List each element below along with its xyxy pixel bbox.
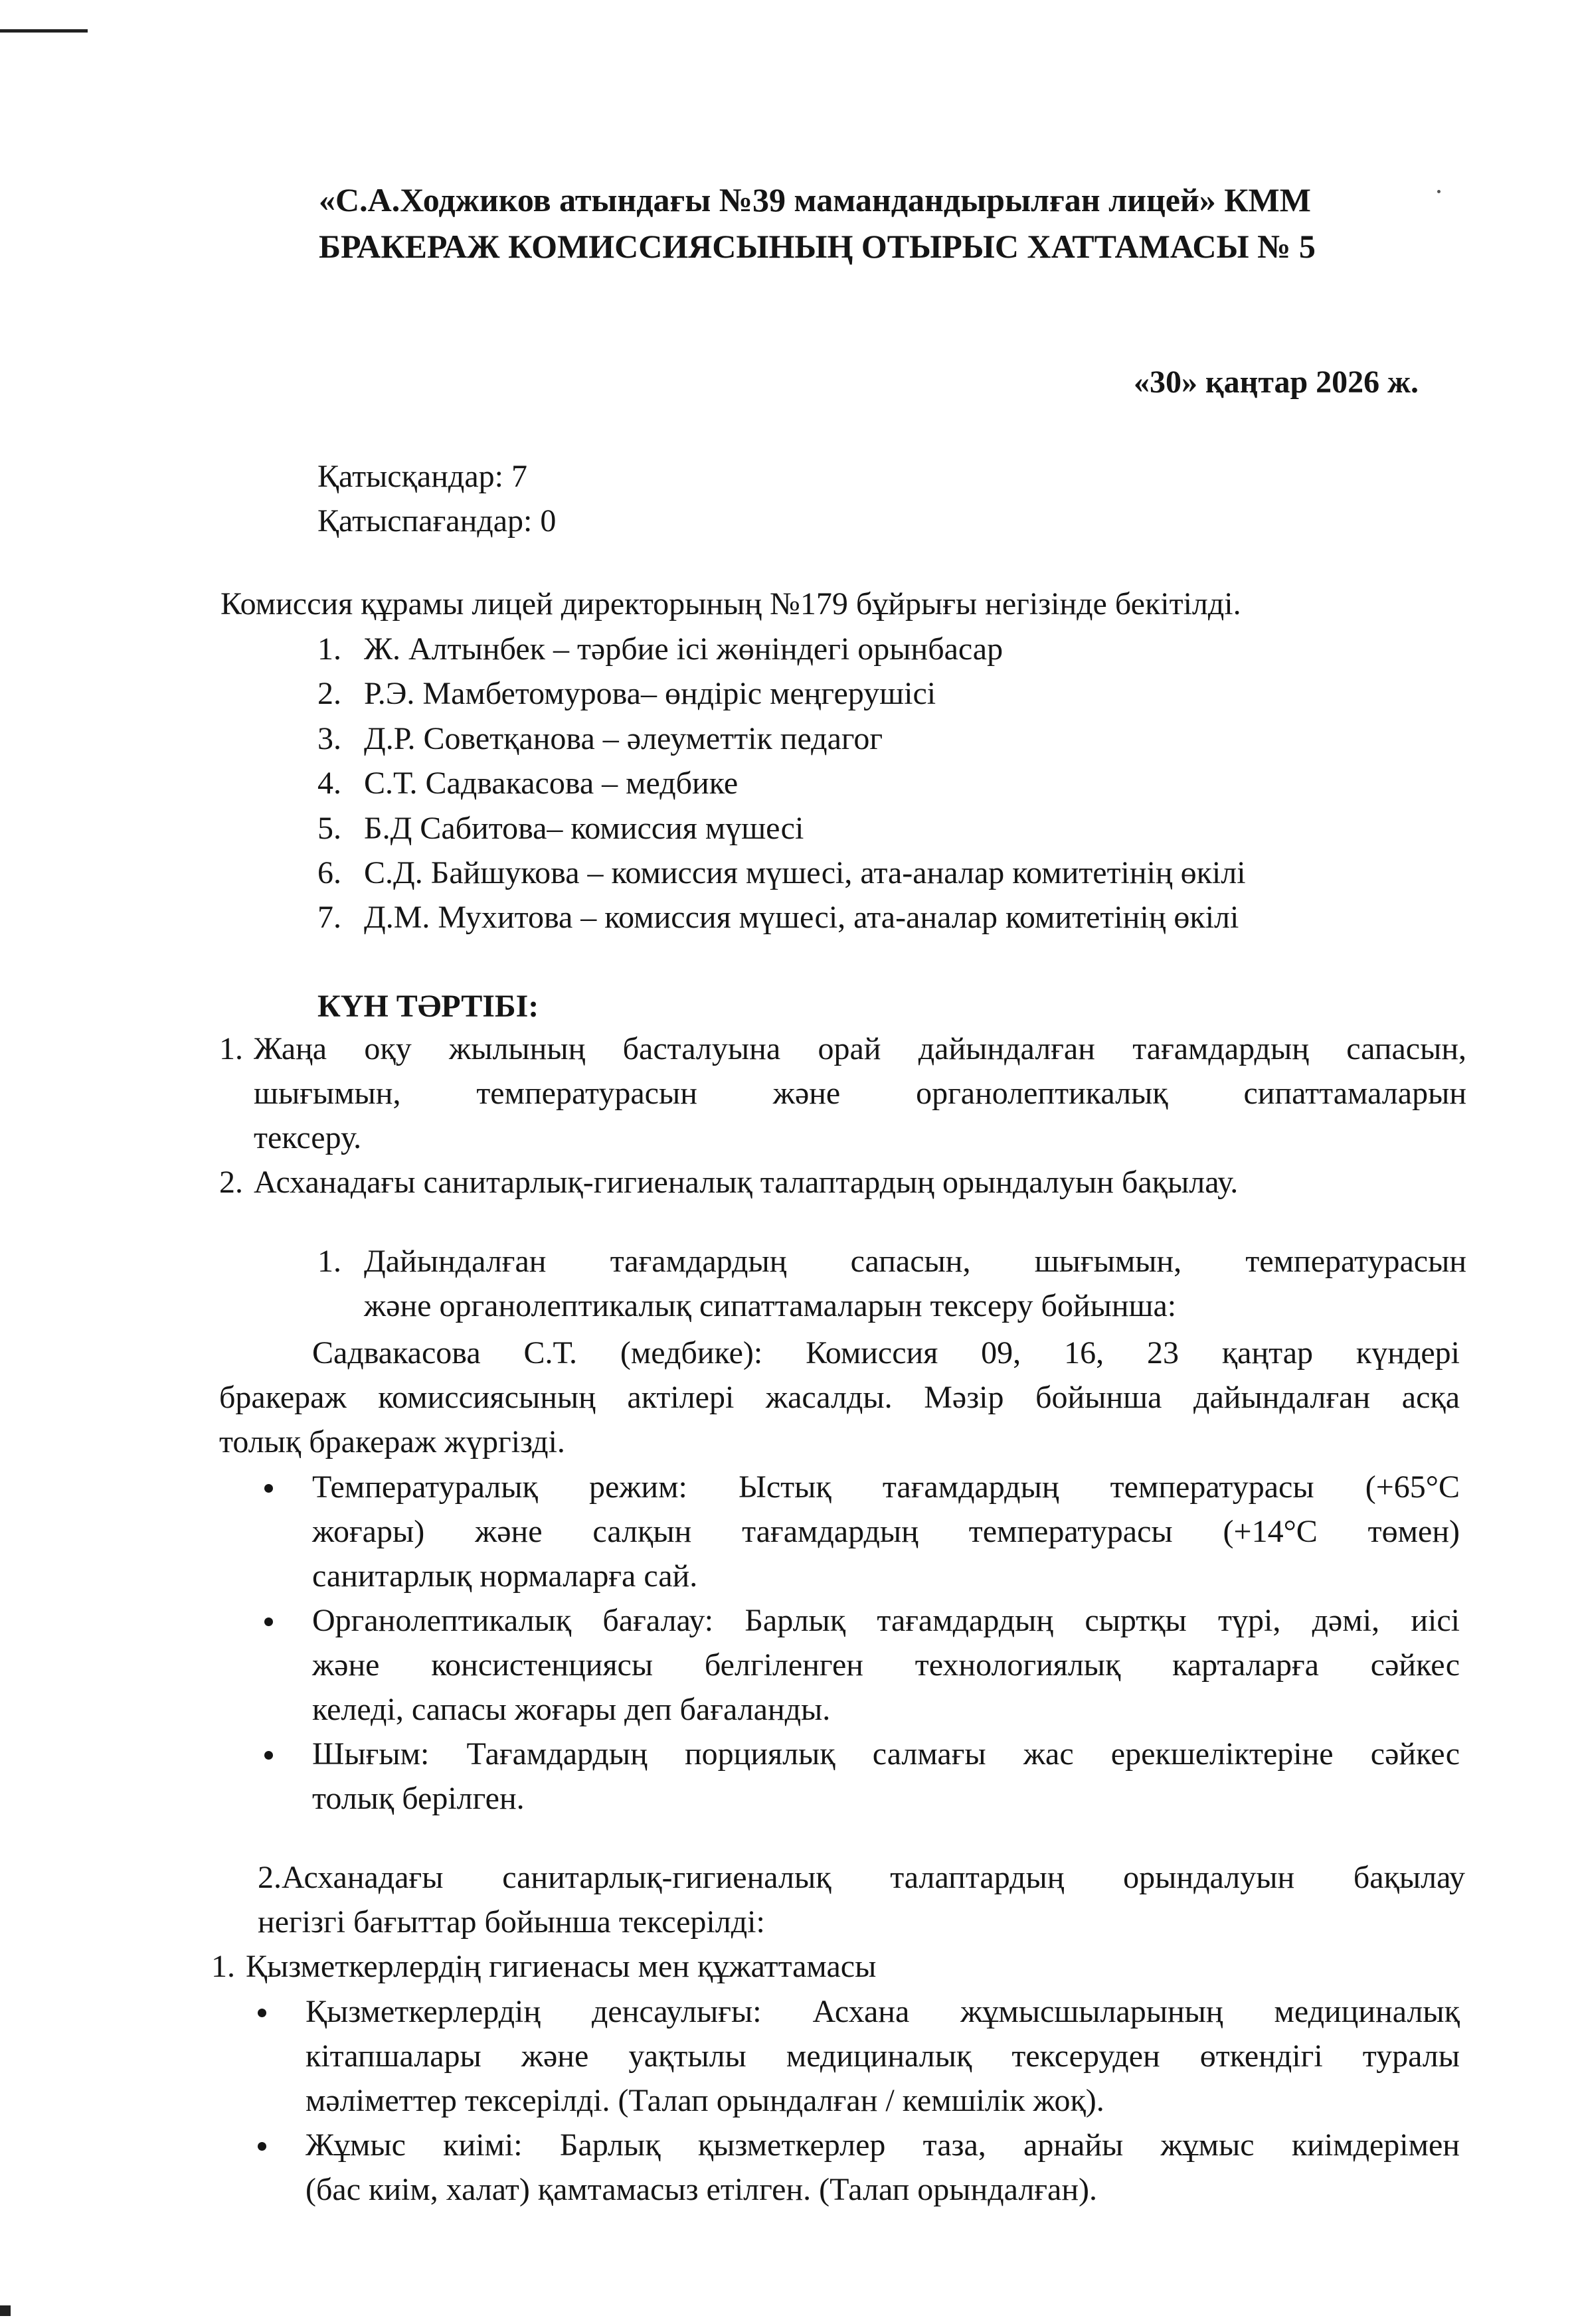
agenda-item-1-line-2: шығымын, температурасын және органолептикалық сипаттамаларын [254, 1076, 1466, 1111]
member-text: Р.Э. Мамбетомурова– өндіріс меңгерушісі [364, 676, 936, 711]
member-text: Д.М. Мухитова – комиссия мүшесі, ата-аналар комитетінің өкілі [364, 900, 1239, 935]
bullet-workwear-line-1: Жұмыс киімі: Барлық қызметкерлер таза, арнайы жұмыс киімдерімен [306, 2127, 1460, 2163]
bullet-icon [264, 1751, 273, 1760]
subsection-number: 1. [211, 1949, 235, 1984]
member-text: С.Т. Садвакасова – медбике [364, 766, 739, 801]
attendance-present: Қатысқандар: 7 [317, 459, 527, 494]
section-2-heading-line-2: негізгі бағыттар бойынша тексерілді: [258, 1904, 765, 1940]
bullet-organoleptic-line-3: келеді, сапасы жоғары деп бағаланды. [312, 1692, 831, 1727]
member-number: 2. [317, 676, 341, 711]
section-1-paragraph-line-3: толық бракераж жүргізді. [219, 1424, 565, 1459]
bullet-staff-health-line-2: кітапшалары және уақтылы медициналық тексеруден өткендігі туралы [306, 2038, 1460, 2074]
document-date: «30» қаңтар 2026 ж. [1134, 365, 1419, 400]
bullet-organoleptic-line-2: және консистенциясы белгіленген технологиялық карталарға сәйкес [312, 1647, 1460, 1683]
bullet-yield-line-2: толық берілген. [312, 1781, 525, 1816]
bullet-icon [258, 2009, 266, 2017]
member-number: 7. [317, 900, 341, 935]
section-1-paragraph-line-1: Садвакасова С.Т. (медбике): Комиссия 09, 16, 23 қаңтар күндері [312, 1335, 1460, 1370]
bullet-workwear-line-2: (бас киім, халат) қамтамасыз етілген. (Талап орындалған). [306, 2172, 1098, 2207]
scan-mark-bottom-left [0, 2305, 11, 2316]
member-text: Д.Р. Советқанова – әлеуметтік педагог [364, 721, 883, 756]
bullet-temperature-line-3: санитарлық нормаларға сай. [312, 1558, 698, 1594]
bullet-organoleptic-line-1: Органолептикалық бағалау: Барлық тағамдардың сыртқы түрі, дәмі, иісі [312, 1603, 1460, 1638]
attendance-absent: Қатыспағандар: 0 [317, 503, 557, 539]
agenda-item-2: Асханадағы санитарлық-гигиеналық талаптардың орындалуын бақылау. [254, 1165, 1239, 1200]
agenda-item-number: 2. [219, 1165, 243, 1200]
bullet-icon [264, 1618, 273, 1626]
header-line-2: БРАКЕРАЖ КОМИССИЯСЫНЫҢ ОТЫРЫС ХАТТАМАСЫ № 5 [319, 228, 1316, 265]
agenda-item-1-line-3: тексеру. [254, 1120, 362, 1155]
bullet-staff-health-line-1: Қызметкерлердің денсаулығы: Асхана жұмысшыларының медициналық [306, 1994, 1460, 2029]
bullet-temperature-line-2: жоғары) және салқын тағамдардың температурасы (+14°С төмен) [312, 1514, 1460, 1549]
member-text: Ж. Алтынбек – тәрбие ісі жөніндегі орынбасар [364, 631, 1004, 667]
scan-mark-top-left [0, 29, 88, 33]
header-line-1: «С.А.Ходжиков атындағы №39 мамандандырылған лицей» КММ [319, 181, 1311, 218]
agenda-title: КҮН ТӘРТІБІ: [317, 989, 539, 1024]
agenda-item-number: 1. [219, 1031, 243, 1066]
agenda-item-1-line-1: Жаңа оқу жылының басталуына орай дайындалған тағамдардың сапасын, [254, 1031, 1466, 1066]
section-1-heading-line-1: Дайындалған тағамдардың сапасын, шығымын, температурасын [364, 1244, 1466, 1279]
section-1-paragraph-line-2: бракераж комиссиясының актілері жасалды. Мәзір бойынша дайындалған асқа [219, 1380, 1460, 1415]
bullet-yield-line-1: Шығым: Тағамдардың порциялық салмағы жас ерекшеліктеріне сәйкес [312, 1736, 1460, 1772]
bullet-temperature-line-1: Температуралық режим: Ыстық тағамдардың температурасы (+65°С [312, 1469, 1460, 1505]
section-2-heading-line-1: 2.Асханадағы санитарлық-гигиеналық талаптардың орындалуын бақылау [258, 1860, 1465, 1895]
section-1-number: 1. [317, 1244, 341, 1279]
bullet-icon [264, 1484, 273, 1493]
member-number: 6. [317, 855, 341, 890]
commission-intro: Комиссия құрамы лицей директорының №179 бұйрығы негізінде бекітілді. [220, 586, 1241, 622]
section-1-heading-line-2: және органолептикалық сипаттамаларын тексеру бойынша: [364, 1288, 1177, 1323]
member-number: 5. [317, 811, 341, 846]
bullet-staff-health-line-3: мәліметтер тексерілді. (Талап орындалған / кемшілік жоқ). [306, 2083, 1104, 2118]
member-text: С.Д. Байшукова – комиссия мүшесі, ата-аналар комитетінің өкілі [364, 855, 1246, 890]
member-number: 4. [317, 766, 341, 801]
member-number: 3. [317, 721, 341, 756]
member-number: 1. [317, 631, 341, 667]
scan-dot-top-right [1437, 190, 1441, 193]
bullet-icon [258, 2142, 266, 2151]
member-text: Б.Д Сабитова– комиссия мүшесі [364, 811, 804, 846]
subsection-title: Қызметкерлердің гигиенасы мен құжаттамасы [246, 1949, 877, 1984]
